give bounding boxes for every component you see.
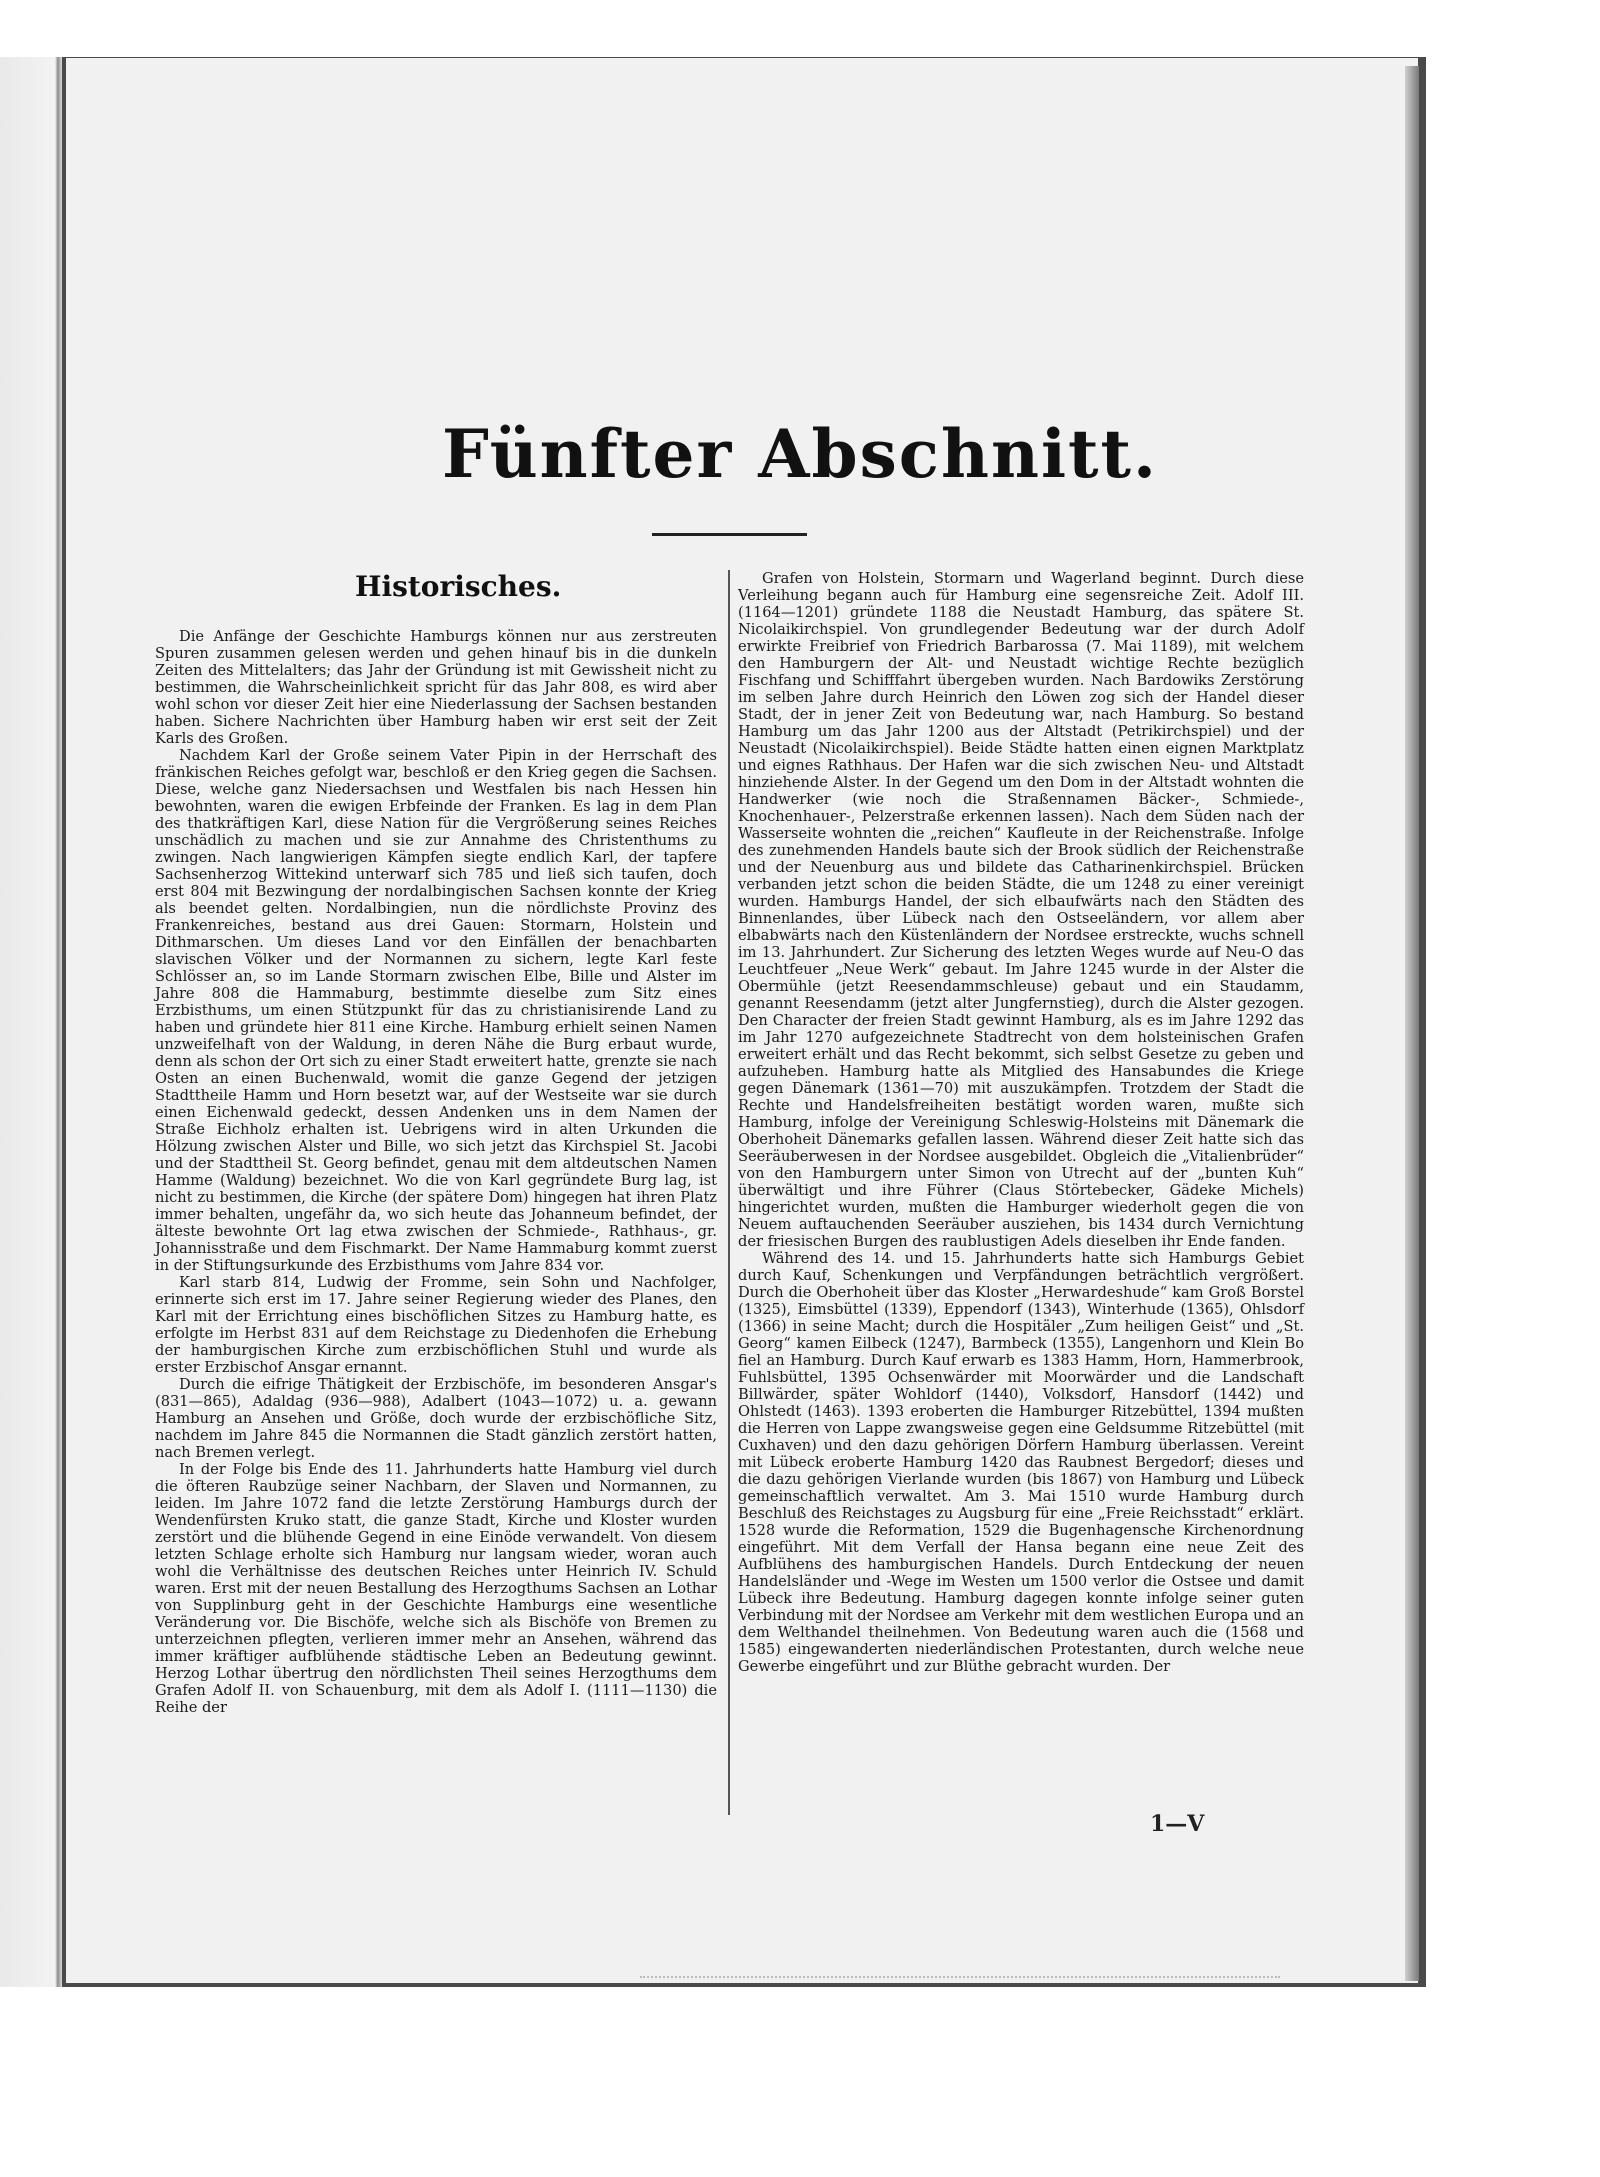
page-edge-shadow <box>1405 66 1419 1981</box>
paragraph: In der Folge bis Ende des 11. Jahrhunderts hatte Hamburg viel durch die öfteren Raubzüge seiner Nachbarn, der Slaven und Normannen, zu leiden. Im Jahre 1072 fand die letzte Zerstörung Hamburgs durch der Wendenfürsten Kruko statt, die ganze Stadt, Kirche und Kloster wurden zerstört und die blühende Gegend in eine Einöde verwandelt. Von diesem letzten Schlage erholte sich Hamburg nur langsam wieder, woran auch wohl die Verhältnisse des deutschen Reiches unter Heinrich IV. Schuld waren. Erst mit der neuen Bestallung des Herzogthums Sachsen an Lothar von Supplinburg geht in der Geschichte Hamburgs eine wesentliche Veränderung vor. Die Bischöfe, welche sich als Bischöfe von Bremen zu unterzeichnen pflegten, verlieren immer mehr an Ansehen, während das immer kräftiger aufblühende städtische Leben an Bedeutung gewinnt. Herzog Lothar übertrug den nördlichsten Theil seines Herzogthums dem Grafen Adolf II. von Schauenburg, mit dem als Adolf I. (1111—1130) die Reihe der <box>155 1461 717 1716</box>
paragraph: Die Anfänge der Geschichte Hamburgs können nur aus zerstreuten Spuren zusammen gelesen werden und gehen hinauf bis in die dunkeln Zeiten des Mittelalters; das Jahr der Gründung ist mit Gewissheit nicht zu bestimmen, die Wahrscheinlichkeit spricht für das Jahr 808, es wird aber wohl schon vor dieser Zeit hier eine Niederlassung der Sachsen bestanden haben. Sichere Nachrichten über Hamburg haben wir erst seit der Zeit Karls des Großen. <box>155 628 717 747</box>
paragraph: Karl starb 814, Ludwig der Fromme, sein Sohn und Nachfolger, erinnerte sich erst im 17. Jahre seiner Regierung wieder des Planes, den Karl mit der Errichtung eines bischöflichen Sitzes zu Hamburg hatte, es erfolgte im Herbst 831 auf dem Reichstage zu Diedenhofen die Erhebung der hamburgischen Kirche zum erzbischöflichen Stuhl und wurde als erster Erzbischof Ansgar ernannt. <box>155 1274 717 1376</box>
scan-bottom-marks <box>640 1976 1280 1984</box>
column-divider <box>728 570 730 1815</box>
paragraph: Während des 14. und 15. Jahrhunderts hatte sich Hamburgs Gebiet durch Kauf, Schenkungen und Verpfändungen beträchtlich vergrößert. Durch die Oberhoheit über das Kloster „Herwardeshude“ kam Groß Borstel (1325), Eimsbüttel (1339), Eppendorf (1343), Winterhude (1365), Ohlsdorf (1366) in seine Macht; durch die Hospitäler „Zum heiligen Geist“ und „St. Georg“ kamen Eilbeck (1247), Barmbeck (1355), Langenhorn und Klein Bo fiel an Hamburg. Durch Kauf erwarb es 1383 Hamm, Horn, Hammerbrook, Fuhlsbüttel, 1395 Ochsenwärder mit Moorwärder und die Landschaft Billwärder, später Wohldorf (1440), Volksdorf, Hansdorf (1442) und Ohlstedt (1463). 1393 eroberten die Hamburger Ritzebüttel, 1394 mußten die Herren von Lappe zwangsweise gegen eine Geldsumme Ritzebüttel (mit Cuxhaven) und den dazu gehörigen Dörfern Hamburg überlassen. Vereint mit Lübeck eroberte Hamburg 1420 das Raubnest Bergedorf; dieses und die dazu gehörigen Vierlande wurden (bis 1867) von Hamburg und Lübeck gemeinschaftlich verwaltet. Am 3. Mai 1510 wurde Hamburg durch Beschluß des Reichstages zu Augsburg für eine „Freie Reichsstadt“ erklärt. 1528 wurde die Reformation, 1529 die Bugenhagensche Kirchenordnung eingeführt. Mit dem Verfall der Hansa begann eine neue Zeit des Aufblühens des hamburgischen Handels. Durch Entdeckung der neuen Handelsländer und -Wege im Westen um 1500 verlor die Ostsee und damit Lübeck ihre Bedeutung. Hamburg dagegen konnte infolge seiner guten Verbindung mit der Nordsee am Verkehr mit dem westlichen Europa und an dem Welthandel theilnehmen. Von Bedeutung waren auch die (1568 und 1585) eingewanderten niederländischen Protestanten, durch welche neue Gewerbe eingeführt und zur Blüthe gebracht wurden. Der <box>738 1250 1304 1675</box>
paragraph: Nachdem Karl der Große seinem Vater Pipin in der Herrschaft des fränkischen Reiches gefolgt war, beschloß er den Krieg gegen die Sachsen. Diese, welche ganz Niedersachsen und Westfalen bis nach Hessen hin bewohnten, waren die ewigen Erbfeinde der Franken. Es lag in dem Plan des thatkräftigen Karl, diese Nation für die Vergrößerung seines Reiches unschädlich zu machen und sie zur Annahme des Christenthums zu zwingen. Nach langwierigen Kämpfen siegte endlich Karl, der tapfere Sachsenherzog Wittekind unterwarf sich 785 und ließ sich taufen, doch erst 804 mit Bezwingung der nordalbingischen Sachsen konnte der Krieg als beendet gelten. Nordalbingien, nun die nördlichste Provinz des Frankenreiches, bestand aus drei Gauen: Stormarn, Holstein und Dithmarschen. Um dieses Land vor den Einfällen der benachbarten slavischen Völker und der Normannen zu sichern, legte Karl feste Schlösser an, so im Lande Stormarn zwischen Elbe, Bille und Alster im Jahre 808 die Hammaburg, bestimmte dieselbe zum Sitz eines Erzbisthums, um einen Stützpunkt für das zu christianisirende Land zu haben und gründete hier 811 eine Kirche. Hamburg erhielt seinen Namen unzweifelhaft von der Waldung, in deren Nähe die Burg erbaut wurde, denn als schon der Ort sich zu einer Stadt erweitert hatte, grenzte sie nach Osten an einen Buchenwald, womit die ganze Gegend der jetzigen Stadttheile Hamm und Horn besetzt war, auf der Westseite war sie durch einen Eichenwald gedeckt, dessen Andenken uns in dem Namen der Straße Eichholz erhalten ist. Uebrigens wird in alten Urkunden die Hölzung zwischen Alster und Bille, wo sich jetzt das Kirchspiel St. Jacobi und der Stadttheil St. Georg befindet, genau mit dem altdeutschen Namen Hamme (Waldung) bezeichnet. Wo die von Karl gegründete Burg lag, ist nicht zu bestimmen, die Kirche (der spätere Dom) hingegen hat ihren Platz immer behalten, ungefähr da, wo sich heute das Johanneum befindet, der älteste bewohnte Ort lag etwa zwischen der Schmiede-, Rathhaus-, gr. Johannisstraße und dem Fischmarkt. Der Name Hammaburg kommt zuerst in der Stiftungsurkunde des Erzbisthums vom Jahre 834 vor. <box>155 747 717 1274</box>
right-column <box>738 570 1304 1675</box>
title-rule <box>652 533 807 536</box>
chapter-title: Fünfter Abschnitt. <box>442 415 1158 493</box>
printer-signature: 1—V <box>1150 1811 1205 1837</box>
section-heading: Historisches. <box>355 570 562 603</box>
left-column <box>155 570 717 1716</box>
paragraph: Grafen von Holstein, Stormarn und Wagerland beginnt. Durch diese Verleihung begann auch für Hamburg eine segensreiche Zeit. Adolf III. (1164—1201) gründete 1188 die Neustadt Hamburg, das spätere St. Nicolaikirchspiel. Von grundlegender Bedeutung war der durch Adolf erwirkte Freibrief von Friedrich Barbarossa (7. Mai 1189), mit welchem den Hamburgern der Alt- und Neustadt wichtige Rechte bezüglich Fischfang und Schifffahrt übergeben wurden. Nach Bardowiks Zerstörung im selben Jahre durch Heinrich den Löwen zog sich der Handel dieser Stadt, der in jener Zeit von Bedeutung war, nach Hamburg. So bestand Hamburg um das Jahr 1200 aus der Altstadt (Petrikirchspiel) und der Neustadt (Nicolaikirchspiel). Beide Städte hatten einen eignen Marktplatz und eignes Rathhaus. Der Hafen war die sich zwischen Neu- und Altstadt hinziehende Alster. In der Gegend um den Dom in der Altstadt wohnten die Handwerker (wie noch die Straßennamen Bäcker-, Schmiede-, Knochenhauer-, Pelzerstraße erkennen lassen). Nach dem Süden nach der Wasserseite wohnten die „reichen“ Kaufleute in der Reichenstraße. Infolge des zunehmenden Handels baute sich der Brook südlich der Reichenstraße und der Neuenburg aus und bildete das Catharinenkirchspiel. Brücken verbanden jetzt schon die beiden Städte, die um 1248 zu einer vereinigt wurden. Hamburgs Handel, der sich elbaufwärts nach den Städten des Binnenlandes, über Lübeck nach den Ostseeländern, vor allem aber elbabwärts nach den Küstenländern der Nordsee erstreckte, wuchs schnell im 13. Jahrhundert. Zur Sicherung des letzten Weges wurde auf Neu-O das Leuchtfeuer „Neue Werk“ gebaut. Im Jahre 1245 wurde in der Alster die Obermühle (jetzt Reesendammschleuse) gebaut und ein Staudamm, genannt Reesendamm (jetzt alter Jungfernstieg), durch die Alster gezogen. Den Character der freien Stadt gewinnt Hamburg, als es im Jahre 1292 das im Jahr 1270 aufgezeichnete Stadtrecht von dem holsteinischen Grafen erweitert erhält und das Recht bekommt, sich selbst Gesetze zu geben und aufzuheben. Hamburg hatte als Mitglied des Hansabundes die Kriege gegen Dänemark (1361—70) mit auszukämpfen. Trotzdem der Stadt die Rechte und Handelsfreiheiten bestätigt worden waren, mußte sich Hamburg, infolge der Vereinigung Schleswig-Holsteins mit Dänemark die Oberhoheit Dänemarks gefallen lassen. Während dieser Zeit hatte sich das Seeräuberwesen in der Nordsee ausgebildet. Obgleich die „Vitalienbrüder“ von den Hamburgern unter Simon von Utrecht auf der „bunten Kuh“ überwältigt und ihre Führer (Claus Störtebecker, Gädeke Michels) hingerichtet wurden, mußten die Hamburger wiederholt gegen die von Neuem auftauchenden Seeräuber ausziehen, bis 1434 durch Vernichtung der friesischen Burgen des raublustigen Adels dieselben ihr Ende fanden. <box>738 570 1304 1250</box>
left-page-edge <box>0 57 62 1987</box>
paragraph: Durch die eifrige Thätigkeit der Erzbischöfe, im besonderen Ansgar's (831—865), Adaldag (936—988), Adalbert (1043—1072) u. a. gewann Hamburg an Ansehen und Größe, doch wurde der erzbischöfliche Sitz, nachdem im Jahre 845 die Normannen die Stadt gänzlich zerstört hatten, nach Bremen verlegt. <box>155 1376 717 1461</box>
